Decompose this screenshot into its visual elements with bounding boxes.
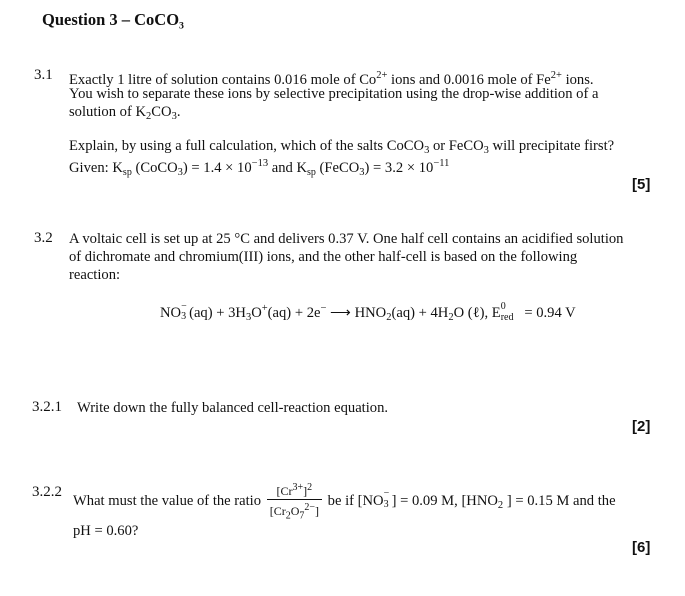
q321-text: Write down the fully balanced cell-reaction equation. [77, 400, 389, 416]
q321-marks: [2] [632, 418, 651, 435]
q31-line-1: Exactly 1 litre of solution contains 0.016 mole of $Co^{2+}$ ions and 0.0016 mole of $Fe^{2+}$ ions. [69, 70, 594, 88]
q31-given: Given: $K_{sp}$ (CoCO$_3$) = $1.4 \times 10^{-13}$ and $K_{sp}$ (FeCO$_3$) = $3.2 \times 10^{-11}$ [69, 158, 450, 178]
question-number-3-2: 3.2 [34, 230, 53, 246]
q31-line-2: You wish to separate these ions by selective precipitation using the drop-wise addition of a [69, 86, 599, 102]
q322-text: What must the value of the ratio $\frac{[Cr^{3+}]^2}{[Cr_2O_7^{2-}]}$ be if [NO − 3 ] = 0.09 M, [$HNO_2$ ] = 0.15 M and the [73, 482, 616, 522]
question-number-3-2-1: 3.2.1 [32, 399, 62, 415]
q32-line-1: A voltaic cell is set up at 25 °C and delivers 0.37 V. One half cell contains an acidified solution [69, 231, 624, 247]
q31-line-3: solution of $K_2CO_3$. [69, 104, 181, 122]
half-reaction-equation: NO − 3 $(aq) + 3H_3O^+(aq) + 2e^-$ ⟶ $HNO_2(aq) + 4H_2O$ (ℓ), E 0 red = 0.94 V [160, 301, 576, 323]
question-title: Question 3 – CoCO₃ [42, 10, 184, 29]
q31-line-4: Explain, by using a full calculation, which of the salts CoCO$_3$ or FeCO$_3$ will precipitate first? [69, 138, 615, 156]
q32-line-2: of dichromate and chromium(III) ions, and the other half-cell is based on the following [69, 249, 578, 265]
question-number-3-2-2: 3.2.2 [32, 484, 62, 500]
concentration-ratio-fraction: $\frac{[Cr^{3+}]^2}{[Cr_2O_7^{2-}]}$ [267, 480, 322, 523]
q31-marks: [5] [632, 176, 651, 193]
q322-line-2: pH = 0.60? [73, 523, 139, 539]
q322-marks: [6] [632, 539, 651, 556]
question-number-3-1: 3.1 [34, 67, 53, 83]
q32-line-3: reaction: [69, 267, 121, 283]
